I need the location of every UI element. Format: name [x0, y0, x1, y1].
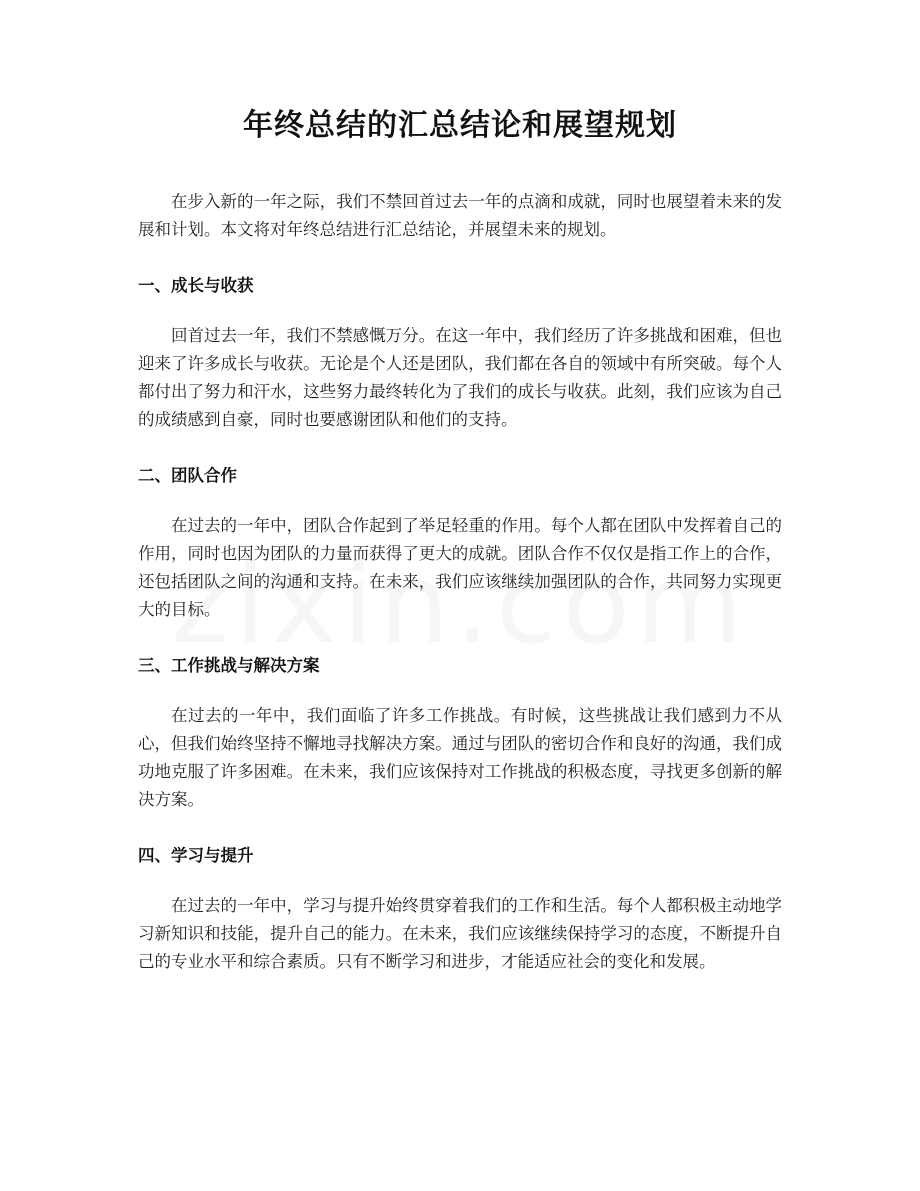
page-title: 年终总结的汇总结论和展望规划 — [243, 108, 677, 143]
section-heading-challenges: 三、工作挑战与解决方案 — [138, 656, 320, 675]
section-heading-teamwork: 二、团队合作 — [138, 466, 237, 485]
section-body-growth: 回首过去一年，我们不禁感慨万分。在这一年中，我们经历了许多挑战和困难，但也迎来了许多成长与收获。无论是个人还是团队，我们都在各自的领域中有所突破。每个人都付出了努力和汗水，这些努力最终转化为了我们的成长与收获。此刻，我们应该为自己的成绩感到自豪，同时也要感谢团队和他们的支持。 — [138, 326, 782, 429]
section-heading-learning: 四、学习与提升 — [138, 846, 254, 865]
section-body-challenges: 在过去的一年中，我们面临了许多工作挑战。有时候，这些挑战让我们感到力不从心，但我们始终坚持不懈地寻找解决方案。通过与团队的密切合作和良好的沟通，我们成功地克服了许多困难。在未来，我们应该保持对工作挑战的积极态度，寻找更多创新的解决方案。 — [138, 706, 782, 809]
section-heading-growth: 一、成长与收获 — [138, 276, 254, 295]
section-body-teamwork: 在过去的一年中，团队合作起到了举足轻重的作用。每个人都在团队中发挥着自己的作用，同时也因为团队的力量而获得了更大的成就。团队合作不仅仅是指工作上的合作，还包括团队之间的沟通和支持。在未来，我们应该继续加强团队的合作，共同努力实现更大的目标。 — [138, 516, 782, 619]
section-body-learning: 在过去的一年中，学习与提升始终贯穿着我们的工作和生活。每个人都积极主动地学习新知识和技能，提升自己的能力。在未来，我们应该继续保持学习的态度，不断提升自己的专业水平和综合素质。只有不断学习和进步，才能适应社会的变化和发展。 — [138, 896, 782, 971]
intro-paragraph: 在步入新的一年之际，我们不禁回首过去一年的点滴和成就，同时也展望着未来的发展和计划。本文将对年终总结进行汇总结论，并展望未来的规划。 — [138, 192, 782, 239]
